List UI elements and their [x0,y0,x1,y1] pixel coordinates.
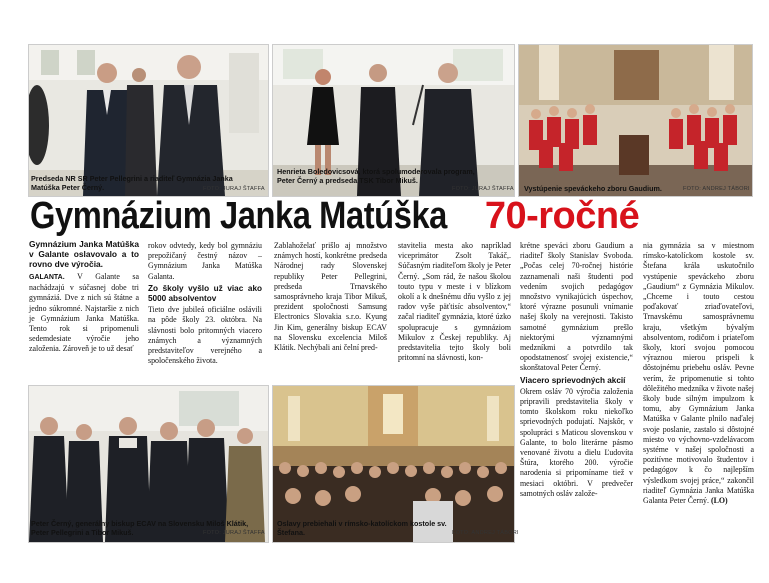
headline-accent: 70-ročné [484,195,640,237]
paragraph-text: nia gymnázia sa v miestnom rímsko-katolíckom kostole sv. Štefana krála uskutočnilo vystúpenie speváckeho zboru „Gaudium“ z Gymnázia Mikulov. „Chceme i touto cestou poďakovať zriaďovateľovi, Trnavskému samosprávnemu kraju, všetkým bývalým absolventom, rodičom i priateľom školy, ktorí svojou pomocou výraznou mierou prispeli k dôstojnému priebehu osláv. Pevne verím, že pripomenutie si tohto dôležitého medzníka v živote našej školy bude silným impulzom k tomu, aby Gymnázium Janka Matúška v Galante plnilo naďalej svoje poslanie, zastalo si dôstojné miesto vo výchovno-vzdelávacom systéme v našej spoločnosti a pozitívne motivovalo študentov i pedagógov k čo najlepším výsledkom svojej práce,“ zakončil riaditeľ Gymnázia Janka Matúška Galanta Peter Černý. [643,241,754,506]
article-paragraph: stavitelia mesta ako napríklad viceprimátor Zsolt Takáč,. Súčasným riaditeľom školy je Peter Černý. „Som rád, že našou školou touto typu v meste i v blízkom okolí a k dnešnému dňu vyšlo z jej radov vyše päťtisíc absolventov,“ začal riaditeľ gymnázia, ktoré úzko spolupracuje s gymnáziom Mikulov z Českej republiky. Aj predstavitelia tejto školy boli pritomní na slávnosti, kon- [398,241,511,363]
article-lead: Gymnázium Janka Matúška v Galante oslavovalo a to rovno dve výročia. [29,239,139,269]
photo-credit: FOTO: ANDREJ TÁBORI [683,186,750,192]
photo-caption: Henrieta Boledovicsová, ktorá spolumoderovala program, Peter Černý a predseda TSK Tibor Mikuš. [277,167,475,185]
article-column-5 [520,241,633,499]
subheading: Viacero sprievodných akcií [520,375,626,385]
article-column-1 [29,239,139,355]
article-paragraph: Zablahoželať prišlo aj množstvo známych hostí, konkrétne predseda Národnej rady Slovenskej republiky Peter Pellegrini, predseda Trnavského samosprávneho kraja Tibor Mikuš, prezident spoločnosti Samsung Electronics Slovakia s.r.o. Kyung Jin Kim, generálny biskup ECAV na Slovensku excelencia Miloš Klátik. Nechýbali ani čelní pred- [274,241,387,353]
photo-credit: FOTO: JURAJ ŠTAFFA [203,186,265,192]
author-signature: (LO) [710,496,728,506]
article-column-2 [148,241,262,366]
photo-gaudium-choir [518,44,753,197]
paragraph-text: V Galante sa nachádzajú v súčasnej dobe tri gymnáziá. Dve z nich sú štátne a jedno súkromné. Najstaršie z nich je Gymnázium Janka Matúška. Tento rok si pripomenuli sedemdesiate výročie jeho založenia. Zároveň je to už desať [29,272,139,354]
dateline: GALANTA. [29,274,65,281]
headline [30,196,639,236]
article-paragraph: rokov odvtedy, kedy bol gymnáziu prepožičaný čestný názov – Gymnázium Janka Matúška Galanta. [148,241,262,281]
article-paragraph [643,241,754,506]
headline-main: Gymnázium Janka Matúška [30,195,447,237]
photo-credit: FOTO: JURAJ ŠTAFFA [203,530,265,536]
article-paragraph: Tieto dve jubileá oficiálne oslávili na pôde školy 23. októbra. Na slávnosti bolo pritomných viacero známych a významných predstaviteľov verejného a spoločenského života. [148,305,262,366]
photo-credit: FOTO: JURAJ ŠTAFFA [452,186,514,192]
photo-caption: Peter Černý, generálny biskup ECAV na Slovensku Miloš Klátik, Peter Pellegrini a Tibor Mikuš. [31,519,249,537]
photo-caption: Vystúpenie speváckeho zboru Gaudium. [524,184,662,193]
article-paragraph: Okrem osláv 70 výročia založenia pripravili predstavitelia školy v tomto školskom roku niekoľko sprievodných podujatí. Najskôr, v spolupráci s Maticou slovenskou v Galante, to bolo literárne pásmo venované životu a dielu Ľudovíta Štúra, ktorého 200. výročie narodenia si pripomíname tiež v mesiaci októbri. V predvečer samotných osláv založe- [520,386,633,498]
article-column-4 [398,241,511,363]
photo-credit: FOTO: ANDREJ TÁBORI [452,530,519,536]
article-paragraph [29,272,139,355]
photo-caption: Predseda NR SR Peter Pellegrini a riaditeľ Gymnázia Janka Matúška Peter Černý. [31,174,233,192]
article-column-6 [643,241,754,506]
article-column-3 [274,241,387,353]
subheading: Zo školy vyšlo už viac ako 5000 absolventov [148,283,262,304]
photo-caption: Oslavy prebiehali v rímsko-katolíckom kostole sv. Štefana. [277,519,447,537]
article-paragraph: krétne speváci zboru Gaudium a riaditeľ školy Stanislav Svoboda. „Počas celej 70-ročnej histórie zaznamenali naši študenti pod vedením svojich pedagógov množstvo vynikajúcich úspechov, ktoré výrazne posunuli vnímanie našej školy na verejnosti. Takisto samotné gymnázium prešlo niektorými významnými medzníkmi a potvrdilo tak opodstatnenosť svojej existencie,“ skonštatoval Peter Černý. [520,241,633,373]
